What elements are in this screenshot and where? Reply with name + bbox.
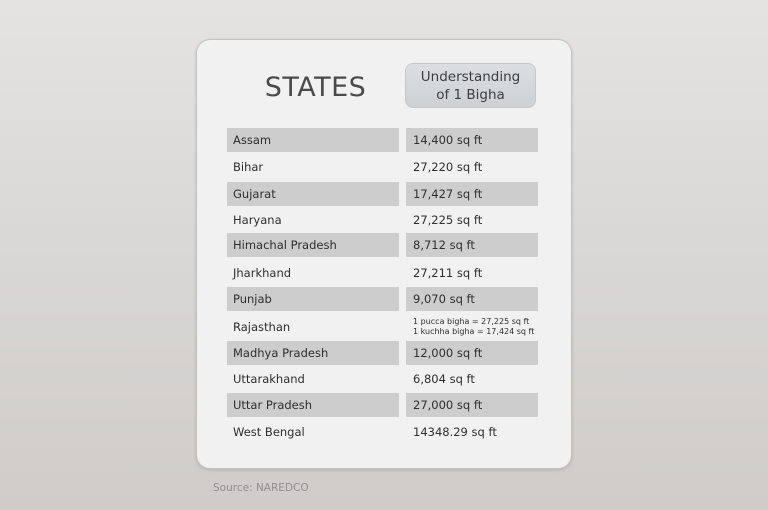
state-cell: Himachal Pradesh (227, 233, 399, 257)
state-cell: Bihar (233, 160, 264, 174)
page-title: STATES (264, 72, 367, 103)
column-header (405, 63, 536, 108)
bigha-value-cell: 27,000 sq ft (406, 393, 538, 417)
table-row (227, 315, 538, 339)
state-cell: Assam (227, 128, 399, 152)
table-row (227, 233, 538, 257)
state-cell: Jharkhand (233, 266, 292, 280)
bigha-value-cell: 6,804 sq ft (413, 372, 475, 386)
bigha-value-cell: 27,225 sq ft (413, 213, 483, 227)
bigha-value-cell: 17,427 sq ft (406, 182, 538, 206)
bigha-table-card (196, 39, 572, 469)
column-header-line-1: Understanding (420, 68, 521, 85)
state-cell: Rajasthan (233, 320, 291, 334)
state-cell: Uttar Pradesh (227, 393, 399, 417)
bigha-value-cell: 27,220 sq ft (413, 160, 483, 174)
state-cell: Madhya Pradesh (227, 341, 399, 365)
table-row (227, 420, 538, 444)
table-row (227, 208, 538, 232)
table-row (227, 182, 538, 206)
state-cell: Gujarat (227, 182, 399, 206)
bigha-value-cell: 14348.29 sq ft (413, 425, 497, 439)
kuchha-bigha-value: 1 kuchha bigha = 17,424 sq ft (413, 327, 535, 336)
table-row (227, 155, 538, 179)
table-row (227, 261, 538, 285)
source-caption: Source: NAREDCO (213, 482, 309, 494)
state-cell: Haryana (233, 213, 282, 227)
table-row (227, 128, 538, 152)
table-row (227, 367, 538, 391)
bigha-value-cell: 14,400 sq ft (406, 128, 538, 152)
column-header-line-2: of 1 Bigha (436, 86, 505, 103)
table-row (227, 341, 538, 365)
bigha-value-cell: 9,070 sq ft (406, 287, 538, 311)
state-cell: Punjab (227, 287, 399, 311)
bigha-value-cell: 12,000 sq ft (406, 341, 538, 365)
state-cell: Uttarakhand (233, 372, 305, 386)
table-row (227, 393, 538, 417)
bigha-value-cell: 27,211 sq ft (413, 266, 483, 280)
bigha-value-cell (406, 315, 538, 339)
bigha-value-cell: 8,712 sq ft (406, 233, 538, 257)
table-row (227, 287, 538, 311)
state-cell: West Bengal (233, 425, 305, 439)
pucca-bigha-value: 1 pucca bigha = 27,225 sq ft (413, 317, 530, 326)
